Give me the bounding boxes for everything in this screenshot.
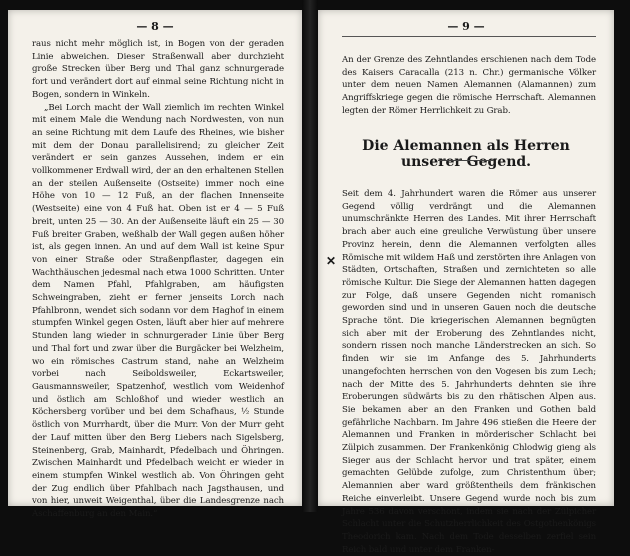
heading-divider — [438, 160, 494, 161]
body-text — [32, 38, 284, 521]
margin-mark: ✕ — [326, 254, 337, 268]
right-page — [318, 10, 614, 555]
book-gutter — [302, 0, 318, 512]
paragraph: Seit dem 4. Jahrhundert waren die Römer aus unserer Gegend völlig verdrängt und die Alemannen unumschränkte Herren des Landes. Mit ihrer Herrschaft brach aber auch eine greuliche Verwüstung über unsere Provinz herein, denn die Alemannen verfolgten alles Römische mit wildem Haß und zerstörten ihre Anlagen von Städten, Ortschaften, Straßen und zernichteten so alle römische Kultur. Die Siege der Alemannen hatten dagegen zur Folge, daß unsere Gegenden nicht romanisch geworden sind und in unseren Gauen noch die deutsche Sprache tönt. Die kriegerischen Alemannen begnügten sich aber mit der Eroberung des Zehntlandes nicht, sondern rissen noch manche Länderstrecken an sich. So finden wir sie im Anfange des 5. Jahrhunderts unangefochten herrschen von den Vogesen bis zum Lech; nach der Mitte des 5. Jahrhunderts dehnten sie ihre Eroberungen südwärts bis zu den rhätischen Alpen aus. Sie bekamen aber an den Franken und Gothen bald gefährliche Nachbarn. Im Jahre 496 stießen die Heere der Alemannen und Franken in mörderischer Schlacht bei Zülpich zusammen. Der Frankenkönig Chlodwig gieng als Sieger aus der Schlacht hervor und trat später, einem gemachten Gelübde zufolge, zum Christenthum über; Alemannien aber ward größtentheils dem fränkischen Reiche einverleibt. Unsere Gegend wurde noch bis zum Jahre 536 davon verschont, indem sie nach der Zülpicher Schlacht unter die Schutzherrlichkeit des Ostgothenkönigs Theodorich kam. Nach dem Tode desselben zerfiel sein Reich bald und unter dem Franken- — [342, 189, 596, 555]
left-page — [8, 10, 302, 520]
section-heading: Die Alemannen als Herren unserer Gegend. — [362, 138, 570, 170]
paragraph: raus nicht mehr möglich ist, in Bogen von der geraden Linie abweichen. Dieser Straßenwall aber durchzieht große Strecken über Berg und Thal ganz schnurgerade fort und verändert dort auf einmal seine Richtung nicht in Bogen, sondern in Winkeln. — [32, 39, 284, 100]
paragraph: „Bei Lorch macht der Wall ziemlich im rechten Winkel mit einem Male die Wendung nach Nordwesten, von nun an seine Richtung mit dem Laufe des Rheines, wie bisher mit dem der Donau parallelisirend; zu gleicher Zeit verändert er sein ganzes Aussehen, indem er ein vollkommener Erdwall wird, der an den erhaltenen Stellen an der steilen Außenseite (Ostseite) immer noch eine Höhe von 10 — 12 Fuß, an der flachen Innenseite (Westseite) eine von 4 Fuß hat. Oben ist er 4 — 5 Fuß breit, unten 25 — 30. An der Außenseite läuft ein 25 — 30 Fuß breiter Graben, weßhalb der Wall gegen außen höher ist, als gegen innen. An und auf dem Wall ist keine Spur von einer Straße oder Straßenpflaster, dagegen ein Wachthäuschen jedesmal nach etwa 1000 Schritten. Unter dem Namen Pfahl, Pfahlgraben, am häufigsten Schweingraben, zieht er ferner jenseits Lorch nach Pfahlbronn, wendet sich sodann vor dem Haghof in einem stumpfen Winkel gegen Osten, läuft aber hier auf mehrere Stunden lang wieder in schnurgerader Linie über Berg und Thal fort und zwar über die Burgäcker bei Welzheim, wo ein römisches Castrum stand, nahe an Welzheim vorbei nach Seiboldsweiler, Eckartsweiler, Gausmannsweiler, Spatzenhof, westlich vom Weidenhof und östlich am Schloßhof und wieder westlich an Köchersberg vorüber und bei dem Schafhaus, ½ Stunde östlich von Murrhardt, über die Murr. Von der Murr geht der Lauf mitten über den Berg Liebers nach Sigelsberg, Steinenberg, Grab, Mainhardt, Pfedelbach und Öhringen. Zwischen Mainhardt und Pfedelbach weicht er wieder in einem stumpfen Winkel westlich ab. Von Öhringen geht der Zug endlich über Pfahlbach nach Jagsthausen, und von hier, unweit Weigenthal, über die Landesgrenze nach Aschaffenburg an den Main.“ — [32, 102, 284, 520]
paragraph: An der Grenze des Zehntlandes erschienen nach dem Tode des Kaisers Caracalla (213 n. Chr.) germanische Völker unter dem neuen Namen Alemannen (Alamannen) zum Angriffskriege gegen die römische Herrschaft. Alemannen legten der Römer Herrlichkeit zu Grab. — [342, 55, 596, 116]
body-text — [342, 188, 596, 556]
page-number: — 8 — — [136, 20, 174, 33]
divider — [342, 36, 596, 37]
page-number: — 9 — — [447, 20, 485, 33]
intro-text — [342, 54, 596, 118]
